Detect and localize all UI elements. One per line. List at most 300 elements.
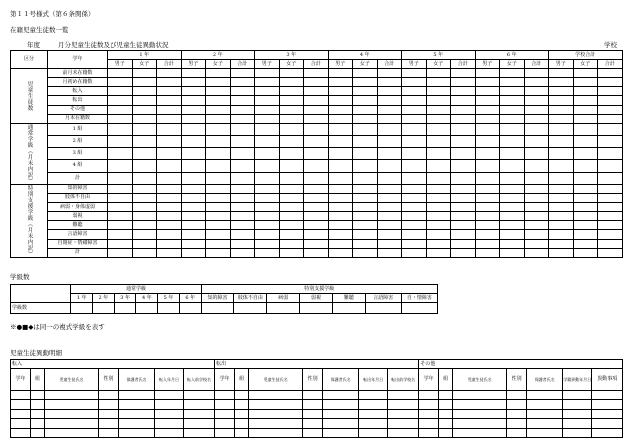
class-count-title: 学級数 (10, 273, 30, 281)
movement-cell (11, 419, 31, 428)
enrollment-group-row-label: 前月末在籍数 (48, 69, 108, 78)
in-col-header: 児童生徒氏名 (45, 369, 99, 391)
enrollment-group-row (11, 78, 623, 87)
data-cell (500, 148, 525, 160)
data-cell (549, 172, 574, 184)
data-cell (132, 193, 157, 202)
movement-cell (249, 409, 303, 418)
movement-cell (323, 419, 359, 428)
movement-cell (419, 400, 439, 409)
data-cell (573, 172, 598, 184)
normal-class-group-row-label: 4 組 (48, 160, 108, 172)
data-cell (451, 96, 476, 105)
data-cell (524, 239, 549, 248)
data-cell (206, 221, 231, 230)
enrollment-group-row (11, 105, 623, 114)
data-cell (157, 96, 182, 105)
movement-cell (439, 409, 453, 418)
movement-cell (155, 400, 184, 409)
data-cell (304, 172, 329, 184)
movement-cell (215, 409, 235, 418)
in-col-header: 転入年月日 (155, 369, 184, 391)
class-count-cell (136, 303, 158, 314)
data-cell (353, 69, 378, 78)
data-cell (353, 114, 378, 123)
movement-table (10, 359, 623, 438)
data-cell (573, 105, 598, 114)
data-cell (304, 96, 329, 105)
movement-cell (31, 400, 45, 409)
out-col-header: 組 (235, 369, 249, 391)
data-cell (206, 78, 231, 87)
data-cell (598, 69, 623, 78)
data-cell (377, 160, 402, 172)
data-cell (475, 193, 500, 202)
data-cell (573, 114, 598, 123)
movement-cell (99, 400, 119, 409)
data-cell (255, 160, 280, 172)
data-cell (451, 239, 476, 248)
movement-cell (119, 391, 155, 400)
data-cell (279, 193, 304, 202)
data-cell (402, 135, 427, 147)
data-cell (353, 239, 378, 248)
data-cell (206, 105, 231, 114)
special-class-group-row (11, 248, 623, 257)
special-class-group-row-label: 肢体不自由 (48, 193, 108, 202)
data-cell (304, 135, 329, 147)
sub-col-header: 男子 (255, 60, 280, 69)
data-cell (475, 135, 500, 147)
data-cell (255, 135, 280, 147)
data-cell (328, 114, 353, 123)
data-cell (353, 248, 378, 257)
data-cell (524, 87, 549, 96)
data-cell (328, 230, 353, 239)
data-cell (549, 203, 574, 212)
out-col-header: 性別 (303, 369, 323, 391)
data-cell (426, 105, 451, 114)
class-count-cell (201, 303, 234, 314)
class-count-cell (234, 303, 267, 314)
data-cell (255, 203, 280, 212)
normal-class-group-row-label: 1 組 (48, 123, 108, 135)
data-cell (573, 203, 598, 212)
normal-class-group-row (11, 123, 623, 135)
movement-cell (45, 428, 99, 437)
data-cell (255, 184, 280, 193)
movement-data-row (11, 428, 623, 437)
grade-header: 6 年 (475, 51, 549, 60)
special-class-group-row-label: 知的障害 (48, 184, 108, 193)
data-cell (573, 96, 598, 105)
data-cell (230, 239, 255, 248)
enrollment-group-row (11, 69, 623, 78)
data-cell (230, 78, 255, 87)
movement-cell (31, 409, 45, 418)
data-cell (451, 105, 476, 114)
data-cell (377, 203, 402, 212)
data-cell (402, 172, 427, 184)
data-cell (304, 123, 329, 135)
data-cell (573, 160, 598, 172)
data-cell (598, 123, 623, 135)
data-cell (598, 193, 623, 202)
data-cell (279, 172, 304, 184)
data-cell (206, 193, 231, 202)
data-cell (426, 87, 451, 96)
data-cell (132, 203, 157, 212)
data-cell (524, 135, 549, 147)
data-cell (377, 148, 402, 160)
data-cell (353, 172, 378, 184)
class-count-label: 学級数 (11, 303, 71, 314)
movement-cell (453, 409, 507, 418)
in-col-header: 性別 (99, 369, 119, 391)
enrollment-table (10, 50, 623, 258)
data-cell (524, 172, 549, 184)
sub-col-header: 女子 (206, 60, 231, 69)
data-cell (426, 203, 451, 212)
movement-cell (11, 400, 31, 409)
data-cell (402, 203, 427, 212)
special-type-header: 肢体不自由 (234, 294, 267, 303)
movement-cell (419, 409, 439, 418)
movement-cell (563, 428, 592, 437)
data-cell (304, 212, 329, 221)
special-class-group-row (11, 184, 623, 193)
data-cell (451, 203, 476, 212)
data-cell (524, 193, 549, 202)
data-cell (524, 230, 549, 239)
sub-col-header: 合計 (598, 60, 623, 69)
data-cell (426, 172, 451, 184)
special-type-header: 知的障害 (201, 294, 234, 303)
movement-col-row (11, 369, 623, 391)
grade-header: 2 年 (181, 51, 255, 60)
data-cell (304, 78, 329, 87)
movement-cell (359, 428, 388, 437)
movement-cell (563, 391, 592, 400)
data-cell (108, 221, 133, 230)
data-cell (279, 184, 304, 193)
data-cell (500, 160, 525, 172)
data-cell (598, 239, 623, 248)
class-grade-header: 1 年 (71, 294, 93, 303)
data-cell (108, 248, 133, 257)
data-cell (598, 203, 623, 212)
data-cell (279, 105, 304, 114)
movement-cell (592, 391, 623, 400)
data-cell (132, 221, 157, 230)
movement-data-row (11, 409, 623, 418)
gakunen-header: 学年 (48, 51, 108, 69)
data-cell (230, 172, 255, 184)
data-cell (132, 105, 157, 114)
data-cell (181, 221, 206, 230)
movement-cell (592, 428, 623, 437)
movement-cell (155, 409, 184, 418)
class-grade-header: 4 年 (136, 294, 158, 303)
data-cell (108, 239, 133, 248)
data-cell (475, 230, 500, 239)
data-cell (402, 105, 427, 114)
data-cell (206, 248, 231, 257)
data-cell (206, 123, 231, 135)
data-cell (524, 184, 549, 193)
enrollment-group-label: 児童生徒数 (11, 69, 48, 124)
data-cell (108, 193, 133, 202)
special-type-header: 言語障害 (365, 294, 401, 303)
data-cell (598, 114, 623, 123)
normal-class-group-label: 通常学級（月末内訳） (11, 123, 48, 184)
sub-col-header: 女子 (426, 60, 451, 69)
movement-cell (184, 409, 215, 418)
class-group-row (11, 285, 438, 294)
in-col-header: 転入前学校名 (184, 369, 215, 391)
data-cell (328, 221, 353, 230)
class-count-row (11, 303, 438, 314)
movement-cell (99, 391, 119, 400)
movement-cell (155, 428, 184, 437)
movement-cell (439, 419, 453, 428)
movement-cell (388, 428, 419, 437)
enrollment-group-row-label: その他 (48, 105, 108, 114)
movement-cell (45, 400, 99, 409)
data-cell (108, 172, 133, 184)
data-cell (108, 69, 133, 78)
special-class-group-row (11, 193, 623, 202)
data-cell (549, 114, 574, 123)
class-count-cell (179, 303, 201, 314)
sub-col-header: 男子 (549, 60, 574, 69)
data-cell (255, 105, 280, 114)
data-cell (500, 193, 525, 202)
data-cell (304, 148, 329, 160)
movement-cell (419, 391, 439, 400)
data-cell (157, 212, 182, 221)
class-grade-header: 3 年 (114, 294, 136, 303)
data-cell (353, 148, 378, 160)
sub-col-header: 合計 (157, 60, 182, 69)
in-col-header: 保護者氏名 (119, 369, 155, 391)
movement-cell (303, 428, 323, 437)
data-cell (377, 221, 402, 230)
data-cell (255, 148, 280, 160)
data-cell (206, 87, 231, 96)
data-cell (181, 160, 206, 172)
data-cell (475, 105, 500, 114)
data-cell (181, 123, 206, 135)
data-cell (598, 160, 623, 172)
data-cell (377, 248, 402, 257)
sub-col-header: 男子 (475, 60, 500, 69)
data-cell (328, 135, 353, 147)
data-cell (328, 184, 353, 193)
data-cell (157, 114, 182, 123)
movement-cell (592, 400, 623, 409)
data-cell (426, 160, 451, 172)
data-cell (500, 239, 525, 248)
data-cell (181, 135, 206, 147)
data-cell (230, 212, 255, 221)
data-cell (451, 193, 476, 202)
movement-cell (11, 428, 31, 437)
sub-col-header: 合計 (304, 60, 329, 69)
data-cell (549, 239, 574, 248)
data-cell (451, 184, 476, 193)
data-cell (451, 172, 476, 184)
data-cell (549, 135, 574, 147)
data-cell (328, 239, 353, 248)
movement-cell (527, 400, 563, 409)
special-type-header: 病弱 (267, 294, 300, 303)
data-cell (157, 239, 182, 248)
data-cell (255, 248, 280, 257)
data-cell (500, 123, 525, 135)
movement-cell (215, 419, 235, 428)
data-cell (304, 248, 329, 257)
data-cell (524, 160, 549, 172)
data-cell (181, 212, 206, 221)
data-cell (549, 184, 574, 193)
data-cell (230, 123, 255, 135)
sub-col-header: 男子 (181, 60, 206, 69)
data-cell (402, 230, 427, 239)
sub-col-header: 女子 (132, 60, 157, 69)
movement-cell (215, 400, 235, 409)
other-col-header: 学籍異動年月日 (563, 369, 592, 391)
data-cell (108, 135, 133, 147)
data-cell (573, 193, 598, 202)
data-cell (598, 148, 623, 160)
data-cell (426, 114, 451, 123)
movement-cell (99, 419, 119, 428)
special-type-header: 自・情障害 (401, 294, 437, 303)
data-cell (475, 87, 500, 96)
school-label: 学校 (604, 41, 617, 49)
data-cell (598, 96, 623, 105)
data-cell (598, 172, 623, 184)
data-cell (304, 105, 329, 114)
data-cell (549, 148, 574, 160)
data-cell (328, 193, 353, 202)
data-cell (402, 78, 427, 87)
data-cell (108, 160, 133, 172)
data-cell (402, 239, 427, 248)
kubun-header: 区分 (11, 51, 48, 69)
special-class-group-row-label: 計 (48, 248, 108, 257)
class-count-cell (332, 303, 365, 314)
data-cell (451, 114, 476, 123)
data-cell (279, 78, 304, 87)
data-cell (549, 230, 574, 239)
data-cell (402, 148, 427, 160)
data-cell (206, 148, 231, 160)
data-cell (132, 230, 157, 239)
data-cell (402, 96, 427, 105)
data-cell (377, 69, 402, 78)
class-count-cell (401, 303, 437, 314)
data-cell (279, 212, 304, 221)
data-cell (108, 78, 133, 87)
movement-cell (215, 391, 235, 400)
data-cell (549, 69, 574, 78)
data-cell (524, 212, 549, 221)
class-grade-header: 2 年 (93, 294, 115, 303)
data-cell (230, 96, 255, 105)
special-class-group-row (11, 221, 623, 230)
data-cell (549, 193, 574, 202)
data-cell (377, 78, 402, 87)
movement-cell (323, 400, 359, 409)
data-cell (230, 203, 255, 212)
data-cell (132, 69, 157, 78)
movement-cell (507, 409, 527, 418)
movement-cell (31, 419, 45, 428)
data-cell (475, 221, 500, 230)
data-cell (426, 78, 451, 87)
movement-cell (215, 428, 235, 437)
movement-cell (419, 428, 439, 437)
normal-class-group-row (11, 135, 623, 147)
page-title: 在籍児童生徒数一覧 (10, 26, 69, 34)
data-cell (157, 221, 182, 230)
data-cell (475, 69, 500, 78)
data-cell (157, 248, 182, 257)
data-cell (426, 221, 451, 230)
data-cell (549, 87, 574, 96)
data-cell (206, 184, 231, 193)
data-cell (328, 123, 353, 135)
special-class-group-row-label: 自閉症・情緒障害 (48, 239, 108, 248)
movement-cell (439, 428, 453, 437)
data-cell (549, 160, 574, 172)
data-cell (475, 123, 500, 135)
movement-cell (184, 391, 215, 400)
data-cell (451, 230, 476, 239)
data-cell (230, 114, 255, 123)
data-cell (524, 203, 549, 212)
movement-cell (235, 391, 249, 400)
data-cell (402, 87, 427, 96)
grade-header: 3 年 (255, 51, 329, 60)
movement-cell (235, 419, 249, 428)
special-class-group-row-label: 病弱・身体虚弱 (48, 203, 108, 212)
movement-title: 児童生徒異動明細 (10, 349, 62, 357)
data-cell (426, 184, 451, 193)
movement-cell (507, 419, 527, 428)
data-cell (475, 160, 500, 172)
movement-cell (359, 400, 388, 409)
data-cell (132, 148, 157, 160)
movement-cell (592, 409, 623, 418)
movement-cell (119, 428, 155, 437)
data-cell (426, 69, 451, 78)
data-cell (279, 114, 304, 123)
data-cell (108, 87, 133, 96)
data-cell (206, 239, 231, 248)
special-class-group-row-label: 弱視 (48, 212, 108, 221)
page-subtitle: 月分児童生徒数及び児童生徒異動状況 (58, 41, 169, 49)
data-cell (426, 193, 451, 202)
data-cell (549, 221, 574, 230)
movement-cell (507, 428, 527, 437)
movement-cell (419, 419, 439, 428)
data-cell (304, 69, 329, 78)
data-cell (132, 184, 157, 193)
data-cell (108, 212, 133, 221)
